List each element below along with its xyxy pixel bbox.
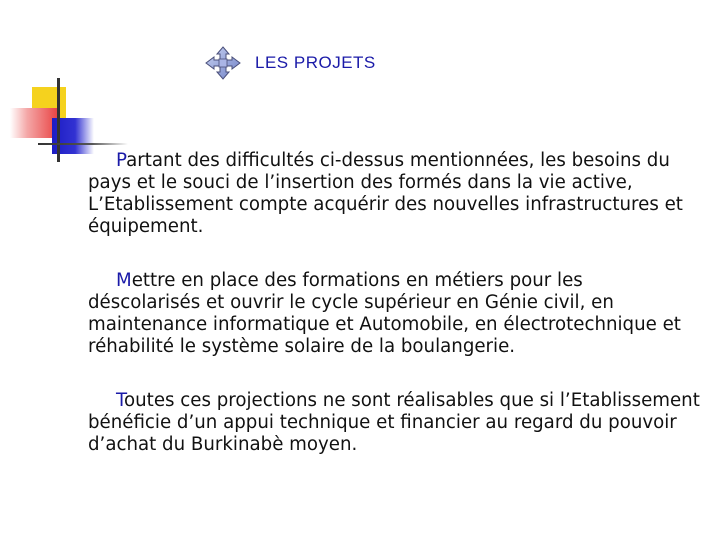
slide-body: [88, 150, 700, 456]
paragraph-funding-conditions: [88, 390, 700, 456]
paragraph-training-plans: [88, 270, 700, 358]
paragraph-text: artant des difficultés ci-dessus mentionnées, les besoins du pays et le souci de l’insertion des formés dans la vie active, L’Etablissement compte acquérir des nouvelles infrastructures et équipement.: [88, 150, 683, 237]
paragraph-text: outes ces projections ne sont réalisables que si l’Etablissement bénéficie d’un appui technique et financier au regard du pouvoir d’achat du Burkinabè moyen.: [88, 390, 700, 455]
horizontal-rule: [38, 143, 128, 145]
paragraph-projects-intro: [88, 150, 700, 238]
four-way-arrow-icon: [205, 46, 241, 80]
decorative-blocks: [0, 0, 140, 170]
paragraph-lead-letter: T: [116, 390, 125, 411]
paragraph-lead-letter: M: [116, 270, 132, 291]
slide-title: LES PROJETS: [255, 53, 376, 72]
paragraph-lead-letter: P: [116, 150, 127, 171]
paragraph-text: ettre en place des formations en métiers pour les déscolarisés et ouvrir le cycle supérieur en Génie civil, en maintenance informatique et Automobile, en électrotechnique et réhabilité le système solaire de la boulangerie.: [88, 270, 681, 357]
title-row: [205, 46, 376, 80]
vertical-rule: [57, 78, 60, 162]
